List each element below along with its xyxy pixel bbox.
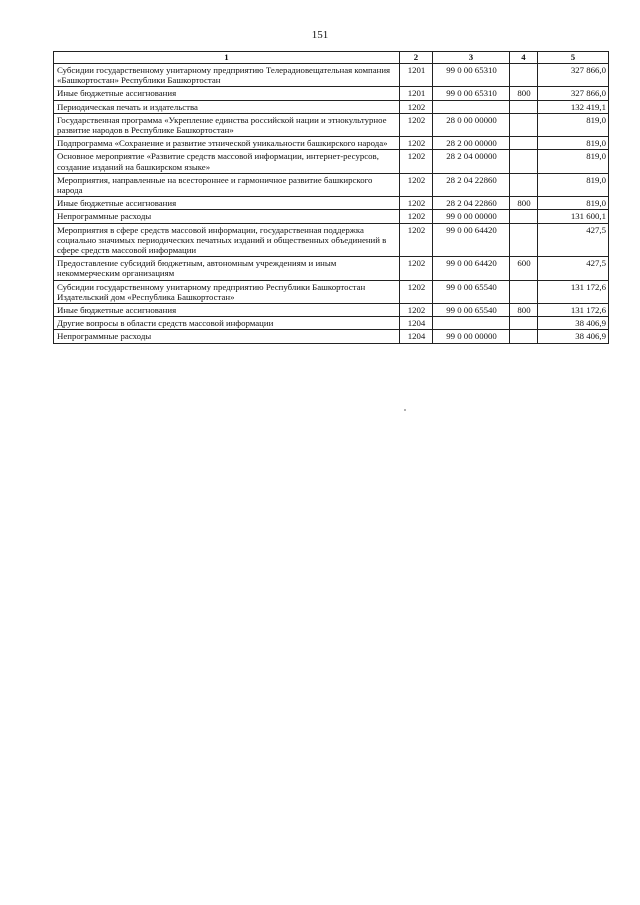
table-row <box>54 280 609 303</box>
table-row <box>54 210 609 223</box>
table-row <box>54 150 609 173</box>
cell-name: Иные бюджетные ассигнования <box>54 87 400 100</box>
cell-sum: 819,0 <box>538 197 609 210</box>
cell-section: 1202 <box>400 223 433 257</box>
cell-section: 1204 <box>400 317 433 330</box>
cell-csr: 99 0 00 65310 <box>433 64 510 87</box>
cell-vr <box>510 64 538 87</box>
cell-vr <box>510 330 538 343</box>
table-row <box>54 64 609 87</box>
cell-sum: 131 172,6 <box>538 280 609 303</box>
cell-sum: 327 866,0 <box>538 87 609 100</box>
cell-name: Основное мероприятие «Развитие средств массовой информации, интернет-ресурсов, создание изданий на башкирском языке» <box>54 150 400 173</box>
cell-vr <box>510 150 538 173</box>
cell-sum: 131 172,6 <box>538 304 609 317</box>
table-body <box>54 64 609 344</box>
cell-section: 1202 <box>400 197 433 210</box>
table-row <box>54 173 609 196</box>
cell-vr <box>510 223 538 257</box>
cell-name: Мероприятия, направленные на всестороннее и гармоничное развитие башкирского народа <box>54 173 400 196</box>
cell-csr: 28 2 00 00000 <box>433 137 510 150</box>
cell-vr: 800 <box>510 197 538 210</box>
cell-section: 1204 <box>400 330 433 343</box>
cell-section: 1202 <box>400 257 433 280</box>
cell-vr <box>510 113 538 136</box>
cell-csr: 28 2 04 22860 <box>433 197 510 210</box>
header-cell-section: 2 <box>400 52 433 64</box>
cell-name: Другие вопросы в области средств массовой информации <box>54 317 400 330</box>
cell-vr <box>510 173 538 196</box>
table-row <box>54 330 609 343</box>
cell-name: Субсидии государственному унитарному предприятию Телерадиовещательная компания «Башкортостан» Республики Башкортостан <box>54 64 400 87</box>
cell-section: 1202 <box>400 113 433 136</box>
cell-name: Периодическая печать и издательства <box>54 100 400 113</box>
page-number: 151 <box>311 29 329 41</box>
cell-sum: 327 866,0 <box>538 64 609 87</box>
cell-section: 1201 <box>400 64 433 87</box>
cell-name: Мероприятия в сфере средств массовой информации, государственная поддержка социально значимых периодических печатных изданий и общественных объединений в сфере средств массовой информации <box>54 223 400 257</box>
cell-section: 1202 <box>400 100 433 113</box>
table-row <box>54 137 609 150</box>
cell-section: 1202 <box>400 304 433 317</box>
cell-sum: 819,0 <box>538 137 609 150</box>
cell-csr: 99 0 00 64420 <box>433 223 510 257</box>
cell-vr <box>510 317 538 330</box>
cell-name: Непрограммные расходы <box>54 210 400 223</box>
table-row <box>54 304 609 317</box>
cell-sum: 819,0 <box>538 113 609 136</box>
cell-name: Непрограммные расходы <box>54 330 400 343</box>
cell-csr <box>433 317 510 330</box>
header-cell-name: 1 <box>54 52 400 64</box>
table-row <box>54 257 609 280</box>
scan-dot-mark <box>404 409 406 411</box>
cell-sum: 132 419,1 <box>538 100 609 113</box>
cell-sum: 819,0 <box>538 150 609 173</box>
table-row <box>54 87 609 100</box>
cell-vr <box>510 280 538 303</box>
cell-csr: 99 0 00 64420 <box>433 257 510 280</box>
cell-name: Иные бюджетные ассигнования <box>54 304 400 317</box>
cell-sum: 131 600,1 <box>538 210 609 223</box>
cell-name: Подпрограмма «Сохранение и развитие этнической уникальности башкирского народа» <box>54 137 400 150</box>
table-row <box>54 197 609 210</box>
table-row <box>54 317 609 330</box>
cell-csr: 99 0 00 65540 <box>433 280 510 303</box>
cell-vr: 800 <box>510 304 538 317</box>
cell-csr: 28 0 00 00000 <box>433 113 510 136</box>
cell-section: 1202 <box>400 280 433 303</box>
cell-sum: 427,5 <box>538 257 609 280</box>
cell-csr <box>433 100 510 113</box>
cell-csr: 99 0 00 00000 <box>433 210 510 223</box>
cell-name: Государственная программа «Укрепление единства российской нации и этнокультурное развитие народов в Республике Башкортостан» <box>54 113 400 136</box>
cell-section: 1202 <box>400 137 433 150</box>
cell-vr <box>510 210 538 223</box>
header-cell-csr: 3 <box>433 52 510 64</box>
cell-section: 1201 <box>400 87 433 100</box>
cell-csr: 99 0 00 65310 <box>433 87 510 100</box>
header-cell-sum: 5 <box>538 52 609 64</box>
cell-vr <box>510 137 538 150</box>
table-row <box>54 113 609 136</box>
cell-sum: 427,5 <box>538 223 609 257</box>
cell-name: Иные бюджетные ассигнования <box>54 197 400 210</box>
cell-csr: 99 0 00 00000 <box>433 330 510 343</box>
cell-sum: 819,0 <box>538 173 609 196</box>
header-row <box>54 52 609 64</box>
header-cell-vr: 4 <box>510 52 538 64</box>
cell-name: Субсидии государственному унитарному предприятию Республики Башкортостан Издательский дом «Республика Башкортостан» <box>54 280 400 303</box>
table-row <box>54 223 609 257</box>
cell-name: Предоставление субсидий бюджетным, автономным учреждениям и иным некоммерческим организациям <box>54 257 400 280</box>
cell-section: 1202 <box>400 150 433 173</box>
cell-sum: 38 406,9 <box>538 330 609 343</box>
table-row <box>54 100 609 113</box>
cell-csr: 99 0 00 65540 <box>433 304 510 317</box>
cell-section: 1202 <box>400 173 433 196</box>
cell-csr: 28 2 04 22860 <box>433 173 510 196</box>
cell-vr: 800 <box>510 87 538 100</box>
cell-csr: 28 2 04 00000 <box>433 150 510 173</box>
cell-vr <box>510 100 538 113</box>
cell-section: 1202 <box>400 210 433 223</box>
budget-table <box>53 51 609 344</box>
cell-vr: 600 <box>510 257 538 280</box>
cell-sum: 38 406,9 <box>538 317 609 330</box>
